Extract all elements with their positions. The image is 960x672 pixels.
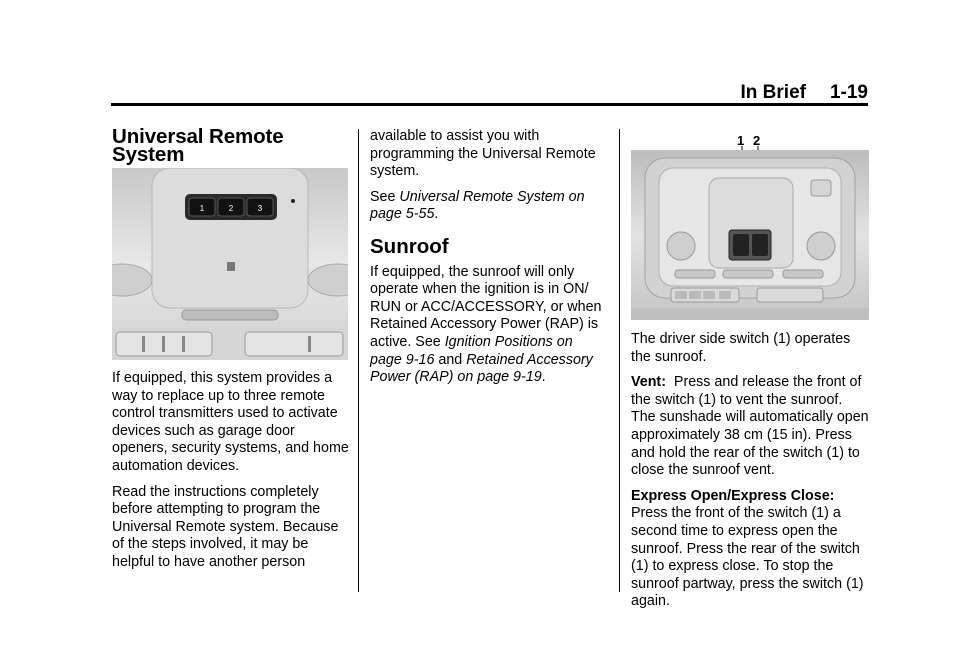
sunroof-intro — [370, 264, 608, 387]
column-2 — [370, 128, 608, 395]
header-rule — [111, 103, 868, 106]
see-prefix: See — [370, 188, 400, 205]
page-header — [111, 82, 868, 102]
column-divider-2 — [619, 129, 620, 592]
header-section: In Brief — [740, 82, 806, 103]
vent-text: Press and release the front of the switch (1) to vent the sunroof. The sunshade will automatically open approximately 38 cm (15 in). Press and hold the rear of the switch (1) to close the sunroof vent. — [631, 374, 873, 479]
sunroof-switch-figure — [631, 150, 869, 320]
see-suffix: . — [434, 206, 439, 223]
rap-ref[interactable]: Retained Accessory Power (RAP) on page 9-19 — [370, 351, 593, 386]
ignition-positions-ref[interactable]: Ignition Positions on page 9-16 — [370, 333, 573, 368]
column-3 — [631, 331, 873, 619]
overhead-console-illustration — [112, 168, 348, 360]
universal-remote-continued: available to assist you with programming the Universal Remote system. — [370, 128, 596, 180]
express-label: Express Open/Express Close: — [631, 487, 835, 504]
button-1-label: 1 — [199, 204, 205, 213]
universal-remote-see-reference — [370, 189, 608, 224]
sunroof-intro-text: If equipped, the sunroof will only operate when the ignition is in ON/ RUN or ACC/ACCESSORY, or when Retained Accessory Power (RAP) is active. See — [370, 263, 602, 350]
universal-remote-para-1: If equipped, this system provides a way to replace up to three remote control transmitters used to activate devices such as garage door openers, security systems, and home automation devices. — [112, 370, 349, 474]
sunroof-intro-end: . — [541, 369, 546, 386]
header-title — [741, 82, 868, 104]
universal-remote-figure — [112, 168, 348, 360]
universal-remote-heading: Universal Remote System — [112, 125, 284, 166]
express-para — [631, 488, 869, 611]
universal-remote-page-ref[interactable]: Universal Remote System on page 5-55 — [370, 188, 585, 223]
vent-para — [631, 374, 873, 480]
vent-label: Vent: — [631, 374, 666, 391]
express-text: Press the front of the switch (1) a second time to express open the sunroof. Press the rear of the switch (1) to express close. To stop the sunroof partway, press the switch (1) again. — [631, 505, 864, 610]
sunroof-switch-para: The driver side switch (1) operates the sunroof. — [631, 331, 851, 365]
column-divider-1 — [358, 129, 359, 592]
column-1 — [112, 124, 350, 166]
button-3-label: 3 — [257, 204, 263, 213]
header-page-number: 1-19 — [829, 82, 868, 103]
sunroof-heading: Sunroof — [370, 234, 449, 258]
callout-1: 1 — [737, 133, 745, 148]
universal-remote-para-2: Read the instructions completely before attempting to program the Universal Remote system. Because of the steps involved, it may be helpful to have another person — [112, 483, 339, 570]
callout-2: 2 — [753, 133, 761, 148]
and-text: and — [434, 351, 467, 368]
button-2-label: 2 — [228, 204, 234, 213]
sunroof-console-illustration — [631, 150, 869, 320]
column-1-text — [112, 370, 350, 580]
